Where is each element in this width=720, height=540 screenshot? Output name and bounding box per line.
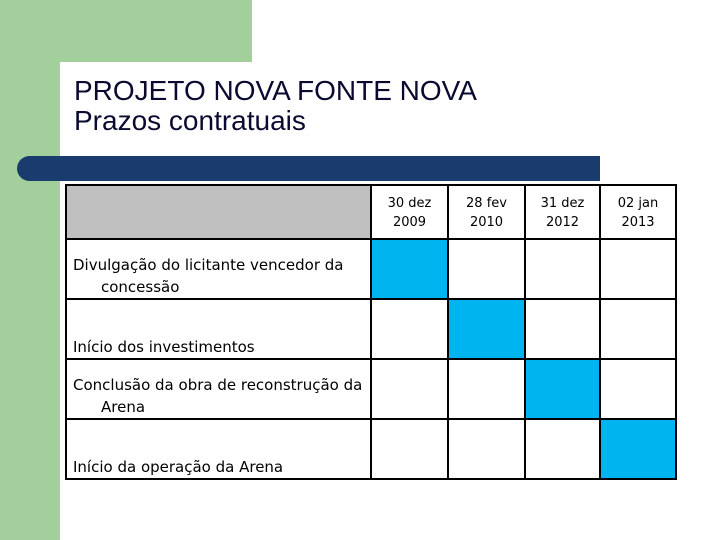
column-header-date [600, 185, 676, 239]
milestone-cell [525, 359, 600, 419]
milestone-cell [525, 299, 600, 359]
row-label: Conclusão da obra de reconstrução da Arena [73, 376, 363, 416]
milestone-cell [525, 239, 600, 299]
column-header-date [525, 185, 600, 239]
row-label-cell [66, 299, 371, 359]
row-label: Divulgação do licitante vencedor da concessão [73, 256, 344, 296]
table-header-row [66, 185, 676, 239]
table-row [66, 419, 676, 479]
table-row [66, 359, 676, 419]
milestone-cell [448, 299, 525, 359]
row-label-cell [66, 239, 371, 299]
milestone-cell [371, 239, 448, 299]
milestone-cell [600, 239, 676, 299]
milestone-cell [600, 299, 676, 359]
column-header-day: 30 dez [387, 196, 432, 211]
milestone-cell [448, 419, 525, 479]
column-header-day: 31 dez [540, 196, 585, 211]
table-row [66, 299, 676, 359]
column-header-date [448, 185, 525, 239]
column-header-day: 02 jan [617, 196, 659, 211]
slide-title [74, 76, 477, 136]
column-header-year: 2013 [621, 215, 655, 230]
column-header-year: 2009 [392, 215, 427, 230]
slide-title-line-2: Prazos contratuais [74, 105, 306, 136]
column-header-day: 28 fev [466, 196, 507, 211]
milestone-cell [371, 299, 448, 359]
milestone-cell [371, 419, 448, 479]
slide-title-line-1: PROJETO NOVA FONTE NOVA [74, 75, 477, 106]
milestone-cell [448, 239, 525, 299]
row-label: Início da operação da Arena [73, 458, 284, 476]
table-row [66, 239, 676, 299]
column-header-date [371, 185, 448, 239]
accent-band-top [0, 0, 252, 62]
accent-band-left [0, 0, 60, 540]
header-blank-cell [66, 185, 371, 239]
milestone-cell [600, 359, 676, 419]
milestone-cell [371, 359, 448, 419]
column-header-year: 2010 [469, 215, 504, 230]
title-divider-bar [17, 156, 600, 181]
milestone-cell [600, 419, 676, 479]
row-label: Início dos investimentos [73, 338, 255, 356]
row-label-cell [66, 419, 371, 479]
milestone-cell [448, 359, 525, 419]
row-label-cell [66, 359, 371, 419]
column-header-year: 2012 [545, 215, 580, 230]
milestone-cell [525, 419, 600, 479]
deadline-table [65, 184, 677, 480]
